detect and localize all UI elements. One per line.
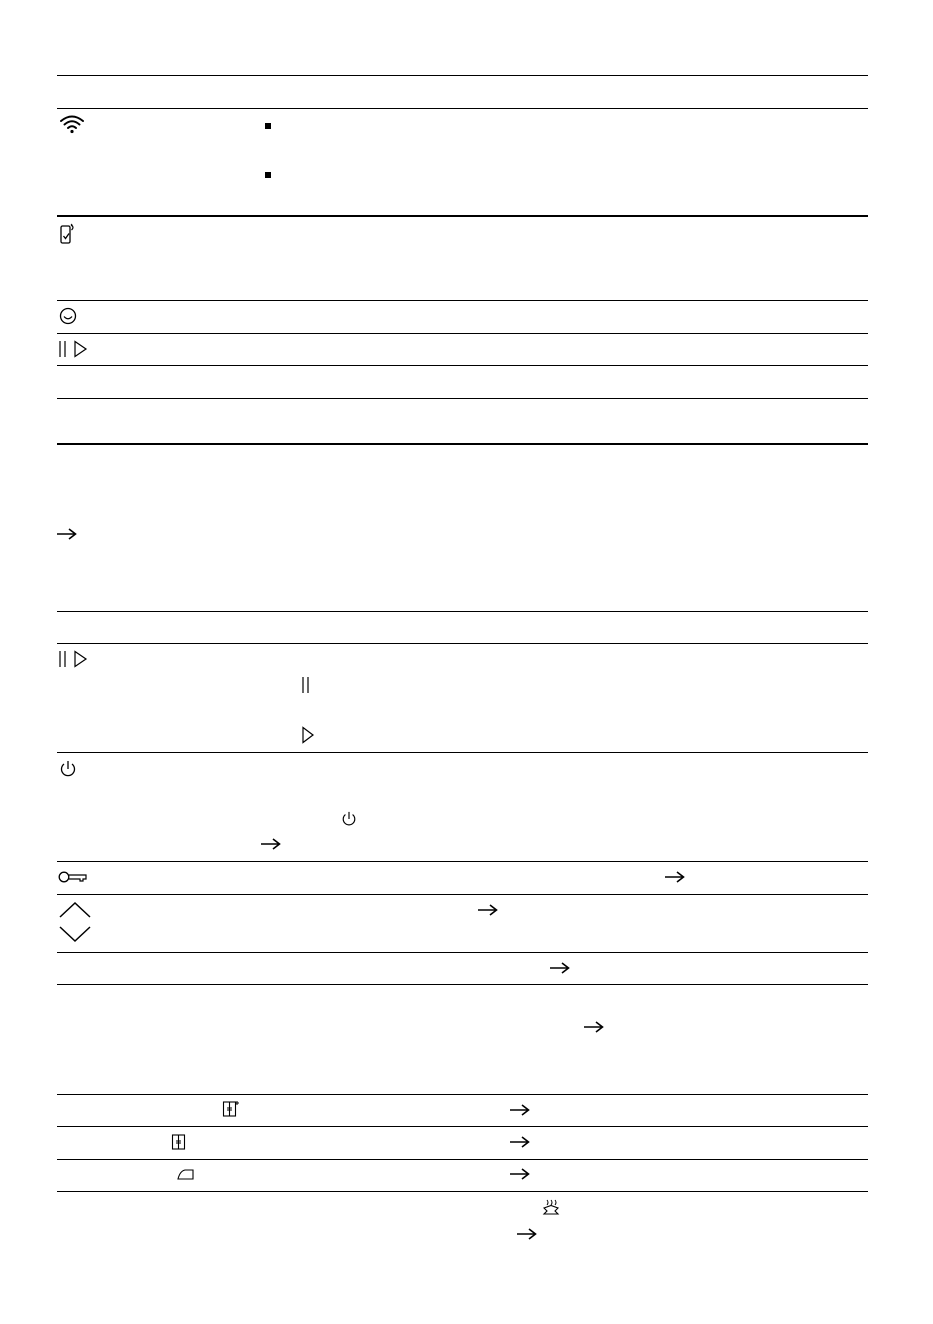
table-rule bbox=[57, 752, 868, 753]
arrow-icon bbox=[57, 527, 77, 541]
power-icon bbox=[341, 811, 357, 827]
arrow-icon bbox=[510, 1135, 530, 1149]
table-rule bbox=[57, 611, 868, 612]
table-rule bbox=[57, 861, 868, 862]
table-rule bbox=[57, 365, 868, 366]
arrow-icon bbox=[478, 903, 498, 917]
steam-icon bbox=[542, 1199, 560, 1217]
play-icon bbox=[301, 726, 315, 744]
arrow-icon bbox=[517, 1227, 537, 1241]
table-rule bbox=[57, 1191, 868, 1192]
door-icon bbox=[171, 1133, 187, 1151]
chevron-down-icon bbox=[59, 925, 91, 943]
table-rule bbox=[57, 108, 868, 109]
table-rule bbox=[57, 643, 868, 644]
bullet-marker bbox=[265, 123, 271, 129]
chevron-up-icon bbox=[59, 901, 91, 919]
pause-play-icon bbox=[58, 340, 88, 358]
pause-play-icon bbox=[58, 650, 88, 668]
table-rule bbox=[57, 1126, 868, 1127]
arrow-icon bbox=[510, 1103, 530, 1117]
arrow-icon bbox=[261, 837, 281, 851]
pause-icon bbox=[301, 676, 311, 694]
table-rule bbox=[57, 443, 868, 445]
table-rule bbox=[57, 300, 868, 301]
table-rule bbox=[57, 984, 868, 985]
door-plus-icon bbox=[222, 1100, 240, 1118]
bullet-marker bbox=[265, 172, 271, 178]
table-rule bbox=[57, 333, 868, 334]
table-rule bbox=[57, 75, 868, 76]
arrow-icon bbox=[550, 961, 570, 975]
wifi-icon bbox=[60, 114, 84, 134]
arrow-icon bbox=[665, 870, 685, 884]
key-icon bbox=[58, 870, 88, 884]
arrow-icon bbox=[584, 1020, 604, 1034]
table-rule bbox=[57, 1094, 868, 1095]
table-rule bbox=[57, 1159, 868, 1160]
power-icon bbox=[59, 760, 77, 778]
smiley-icon bbox=[59, 307, 77, 325]
table-rule bbox=[57, 894, 868, 895]
iron-icon bbox=[177, 1167, 195, 1181]
arrow-icon bbox=[510, 1167, 530, 1181]
table-rule bbox=[57, 398, 868, 399]
table-rule bbox=[57, 952, 868, 953]
phone-check-icon bbox=[60, 223, 76, 245]
table-rule bbox=[57, 215, 868, 217]
